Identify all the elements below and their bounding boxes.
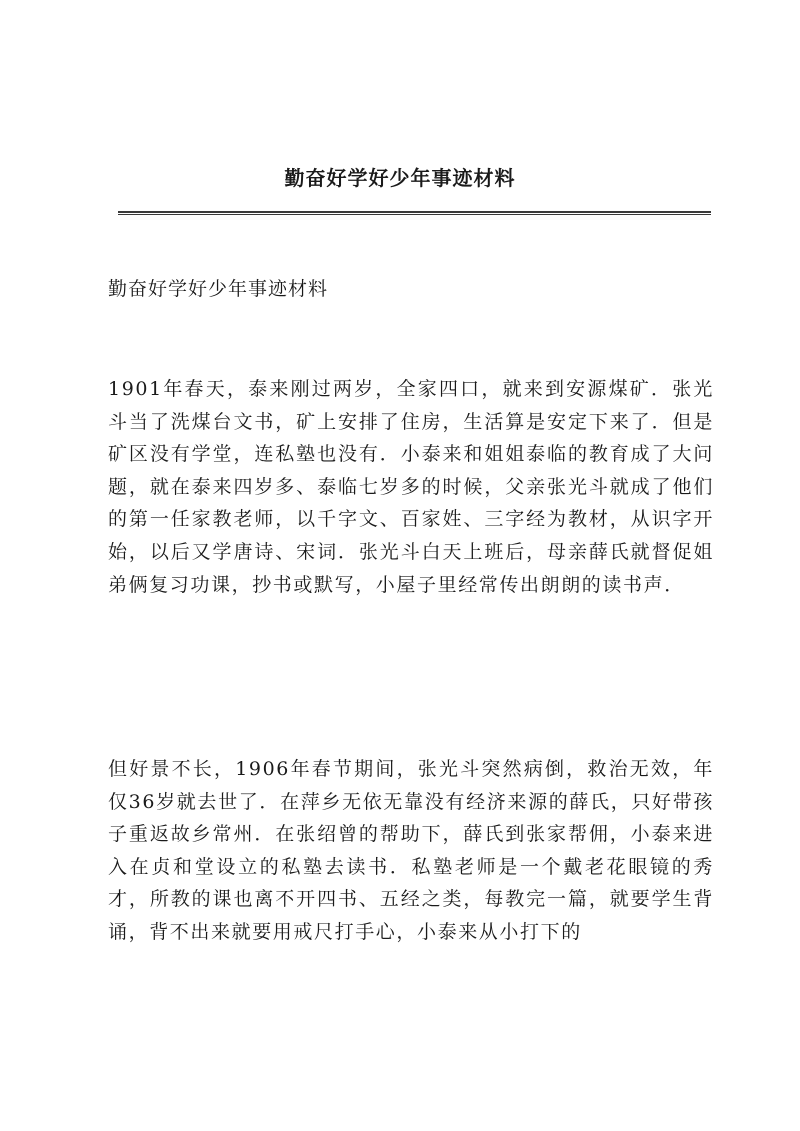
document-title: 勤奋好学好少年事迹材料 <box>284 166 516 190</box>
paragraph-2: 但好景不长，1906年春节期间，张光斗突然病倒，救治无效，年仅36岁就去世了．在萍乡无依无靠没有经济来源的薛氏，只好带孩子重返故乡常州．在张绍曾的帮助下，薛氏到张家帮佣，小泰来进入在贞和堂设立的私塾去读书．私塾老师是一个戴老花眼镜的秀才，所教的课也离不开四书、五经之类，每教完一篇，就要学生背诵，背不出来就要用戒尺打手心，小泰来从小打下的 <box>108 758 714 943</box>
paragraph-1: 1901年春天，泰来刚过两岁，全家四口，就来到安源煤矿．张光斗当了洗煤台文书，矿上安排了住房，生活算是安定下来了．但是矿区没有学堂，连私塾也没有．小泰来和姐姐泰临的教育成了大问题，就在泰来四岁多、泰临七岁多的时候，父亲张光斗就成了他们的第一任家教老师，以千字文、百家姓、三字经为教材，从识字开始，以后又学唐诗、宋词．张光斗白天上班后，母亲薛氏就督促姐弟俩复习功课，抄书或默写，小屋子里经常传出朗朗的读书声． <box>108 378 714 596</box>
document-subtitle: 勤奋好学好少年事迹材料 <box>108 278 329 300</box>
title-divider <box>118 211 711 215</box>
